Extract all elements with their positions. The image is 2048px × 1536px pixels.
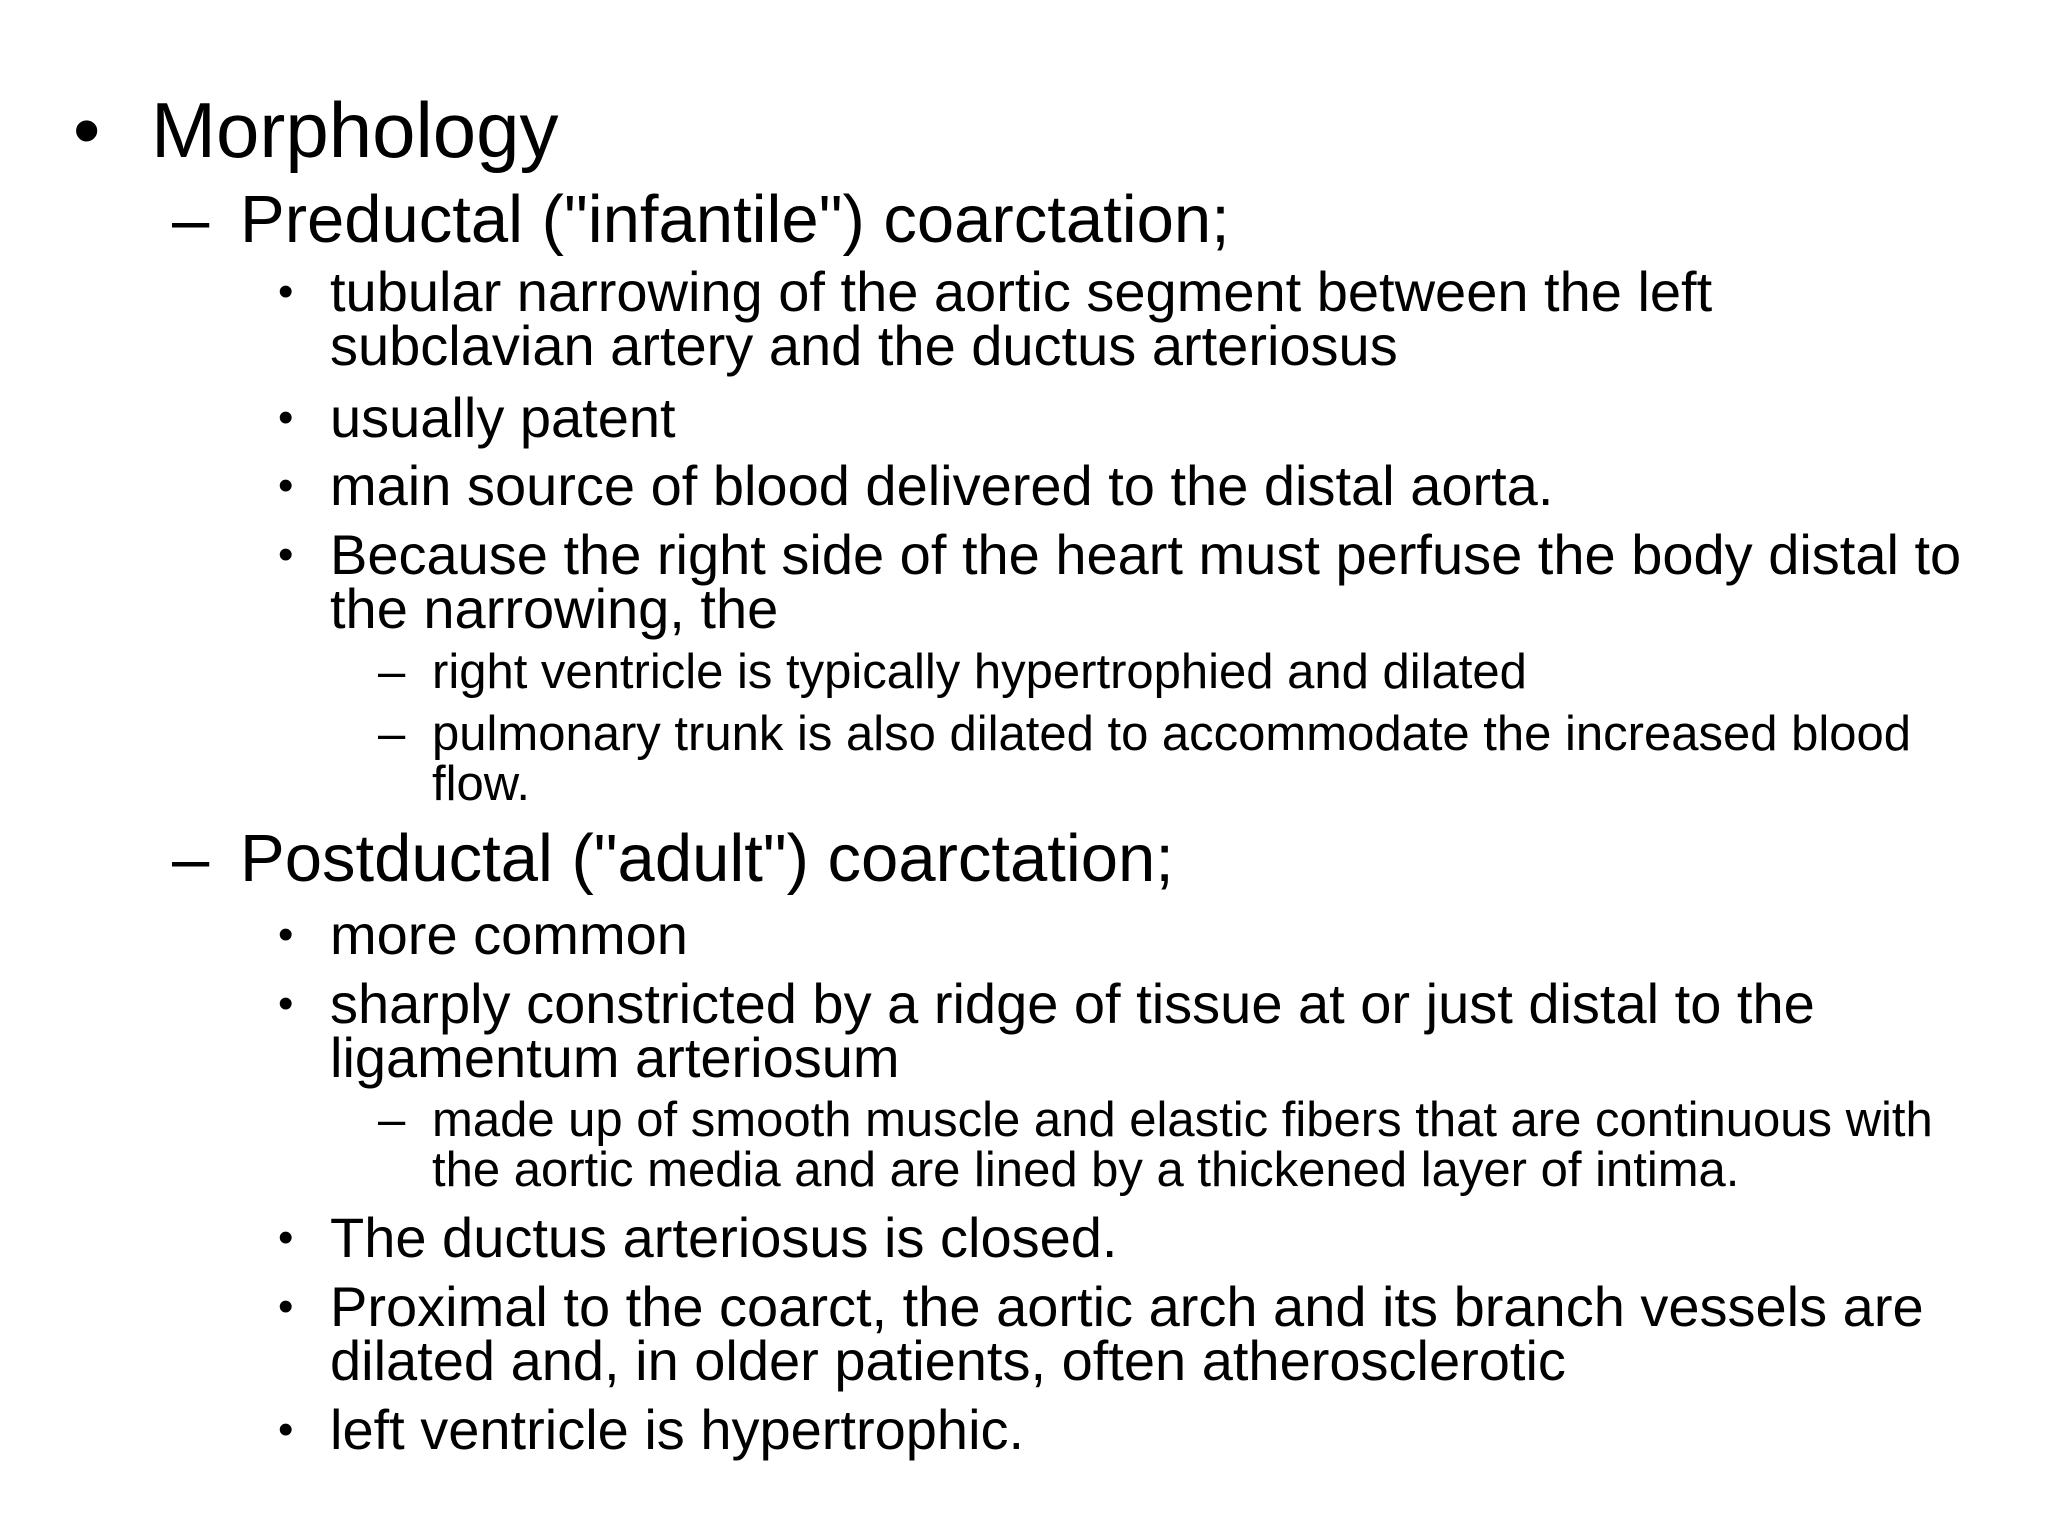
dash-marker: –: [172, 182, 210, 257]
section-title-text: Preductal ("infantile") coarctation;: [240, 182, 1230, 257]
bullet-marker: •: [278, 1282, 294, 1331]
bullet-text-line: subclavian artery and the ductus arteriosus: [330, 314, 1398, 377]
bullet-text-line: The ductus arteriosus is closed.: [330, 1206, 1118, 1269]
bullet-marker: •: [278, 530, 294, 579]
dash-marker: –: [172, 821, 210, 896]
dash-marker: –: [378, 645, 406, 699]
bullet-text-line: tubular narrowing of the aortic segment between the left: [330, 260, 1713, 323]
sub-point-text-line: right ventricle is typically hypertrophied and dilated: [432, 645, 1527, 699]
bullet-marker: •: [73, 86, 101, 174]
bullet-text-line: ligamentum arteriosum: [330, 1026, 900, 1089]
sub-point-text-line: the aortic media and are lined by a thickened layer of intima.: [432, 1143, 1740, 1197]
sub-point-text-line: flow.: [432, 757, 531, 811]
bullet-text-line: more common: [330, 903, 688, 966]
bullet-text-line: dilated and, in older patients, often atherosclerotic: [330, 1329, 1566, 1392]
dash-marker: –: [378, 1093, 406, 1147]
bullet-marker: •: [278, 393, 294, 442]
bullet-marker: •: [278, 1213, 294, 1262]
bullet-text-line: usually patent: [330, 386, 676, 449]
sub-point-text-line: made up of smooth muscle and elastic fibers that are continuous with: [432, 1093, 1933, 1147]
bullet-text-line: Proximal to the coarct, the aortic arch and its branch vessels are: [330, 1275, 1924, 1338]
bullet-text-line: left ventricle is hypertrophic.: [330, 1398, 1025, 1461]
section-title-text: Postductal ("adult") coarctation;: [240, 821, 1174, 896]
bullet-text-line: Because the right side of the heart must perfuse the body distal to: [330, 523, 1962, 586]
dash-marker: –: [378, 707, 406, 761]
bullet-text-line: main source of blood delivered to the distal aorta.: [330, 454, 1554, 517]
bullet-marker: •: [278, 267, 294, 316]
bullet-text-line: the narrowing, the: [330, 577, 779, 640]
bullet-marker: •: [278, 979, 294, 1028]
sub-point-text-line: pulmonary trunk is also dilated to accommodate the increased blood: [432, 707, 1911, 761]
bullet-text-line: sharply constricted by a ridge of tissue at or just distal to the: [330, 972, 1815, 1035]
heading-text: Morphology: [151, 86, 559, 174]
bullet-marker: •: [278, 461, 294, 510]
bullet-marker: •: [278, 910, 294, 959]
bullet-marker: •: [278, 1405, 294, 1454]
